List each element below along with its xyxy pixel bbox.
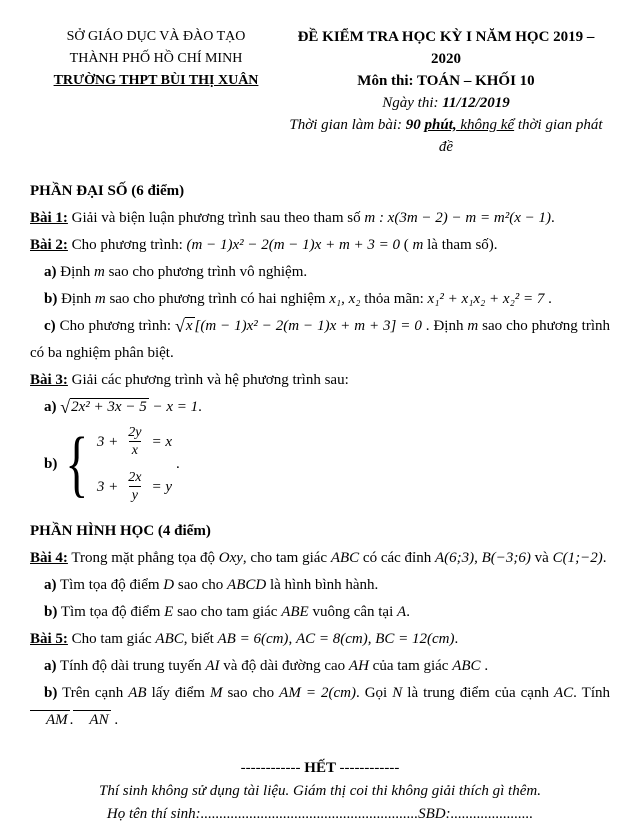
problem-5 bbox=[30, 626, 610, 653]
duration-unit: phút, bbox=[424, 117, 457, 133]
math-variable: m bbox=[412, 237, 424, 253]
item-label: a) bbox=[44, 264, 57, 280]
math-variable: D bbox=[163, 577, 175, 593]
problem-label: Bài 4: bbox=[30, 550, 68, 566]
text-segment: thỏa mãn: bbox=[360, 291, 428, 307]
item-label: b) bbox=[44, 685, 58, 701]
fraction bbox=[125, 424, 144, 459]
equation-row bbox=[97, 424, 172, 459]
math-variable: AI bbox=[205, 658, 220, 674]
problem-5b bbox=[30, 680, 610, 734]
algebra-section-heading: PHẦN ĐẠI SỐ (6 điểm) bbox=[30, 183, 185, 199]
exam-rules-note: Thí sinh không sử dụng tài liệu. Giám thị coi thi không giải thích gì thêm. bbox=[99, 783, 541, 799]
divider-dashes: ------------ bbox=[240, 760, 301, 776]
text-segment: không kể bbox=[456, 117, 515, 133]
problem-3b bbox=[30, 424, 610, 504]
text-segment: vuông cân tại bbox=[308, 604, 398, 620]
text-segment: sao cho bbox=[174, 577, 228, 593]
issuer-line-2: THÀNH PHỐ HỒ CHÍ MINH bbox=[69, 51, 243, 66]
duration-value: 90 bbox=[405, 117, 425, 133]
text-segment: . bbox=[544, 291, 552, 307]
geometry-section-heading: PHẦN HÌNH HỌC (4 điểm) bbox=[30, 523, 211, 539]
equation-row bbox=[97, 469, 172, 504]
end-divider bbox=[30, 756, 610, 780]
math-variable: ABC bbox=[452, 658, 481, 674]
candidate-line bbox=[30, 803, 610, 826]
math-variable: AH bbox=[348, 658, 369, 674]
math-variable: m bbox=[94, 264, 105, 280]
text-segment: Định bbox=[56, 264, 94, 280]
date-label: Ngày thi: bbox=[382, 95, 443, 111]
radicand: x bbox=[185, 318, 193, 334]
text-segment: . bbox=[454, 631, 459, 647]
dot-leader: .......................................................... bbox=[200, 806, 419, 822]
text-segment: Cho phương trình: bbox=[67, 237, 187, 253]
text-segment: , bbox=[288, 631, 296, 647]
text-segment: , bbox=[474, 550, 482, 566]
math-variable: M bbox=[209, 685, 223, 701]
duration-line bbox=[282, 114, 610, 158]
text-segment: sao cho phương trình có hai nghiệm bbox=[105, 291, 330, 307]
sbd-label: SBD: bbox=[418, 806, 451, 822]
vector-term: AN bbox=[73, 710, 110, 728]
math-variable: A bbox=[397, 604, 407, 620]
math-expression: 3 + bbox=[96, 433, 119, 450]
math-variable: N bbox=[392, 685, 403, 701]
text-segment: Giải các phương trình và hệ phương trình sau: bbox=[67, 372, 349, 388]
candidate-name-label: Họ tên thí sinh: bbox=[106, 806, 201, 822]
dot-leader: ...................... bbox=[450, 806, 534, 822]
equation-system bbox=[97, 424, 172, 504]
math-expression: AC = 8(cm) bbox=[295, 631, 368, 647]
radical-sign: √ bbox=[174, 316, 185, 336]
text-segment: Trên cạnh bbox=[57, 685, 129, 701]
problem-2 bbox=[30, 232, 610, 259]
date-line bbox=[282, 92, 610, 114]
problem-4b bbox=[30, 599, 610, 626]
numerator: 2y bbox=[128, 425, 142, 440]
math-variable: E bbox=[164, 604, 174, 620]
exam-title: ĐỀ KIỂM TRA HỌC KỲ I NĂM HỌC 2019 – 2020 bbox=[297, 29, 595, 67]
item-label: a) bbox=[44, 658, 57, 674]
math-variable: ABC bbox=[155, 631, 184, 647]
text-segment: . Tính bbox=[573, 685, 610, 701]
math-expression: = y bbox=[151, 478, 172, 495]
text-segment: , bbox=[341, 291, 349, 307]
math-expression: B(−3;6) bbox=[481, 550, 531, 566]
text-segment: . bbox=[198, 399, 202, 415]
item-label: a) bbox=[44, 577, 57, 593]
exam-header bbox=[30, 26, 610, 158]
text-segment: sao cho bbox=[222, 685, 280, 701]
text-segment: Định bbox=[57, 291, 95, 307]
text-segment: Thời gian làm bài: bbox=[289, 117, 406, 133]
text-segment: . Gọi bbox=[355, 685, 393, 701]
radicand: 2x² + 3x − 5 bbox=[71, 399, 147, 415]
item-label: b) bbox=[44, 455, 58, 472]
math-variable: m bbox=[94, 291, 106, 307]
text-segment: ( bbox=[400, 237, 413, 253]
math-expression: AM = 2(cm) bbox=[279, 685, 356, 701]
math-variable: Oxy bbox=[218, 550, 243, 566]
math-expression: − x = 1 bbox=[148, 399, 199, 415]
text-segment: . bbox=[550, 210, 555, 226]
problem-4 bbox=[30, 545, 610, 572]
text-segment: sao cho phương trình vô nghiệm. bbox=[104, 264, 308, 280]
math-expression: BC = 12(cm) bbox=[375, 631, 455, 647]
text-segment: Tính độ dài trung tuyến bbox=[56, 658, 206, 674]
text-segment: và độ dài đường cao bbox=[219, 658, 349, 674]
text-segment: có các đỉnh bbox=[359, 550, 435, 566]
text-segment: Giải và biện luận phương trình sau theo tham số bbox=[67, 210, 365, 226]
math-variable: x₂ bbox=[348, 291, 361, 307]
math-variable: m bbox=[467, 318, 479, 334]
system-brace: { bbox=[65, 422, 89, 505]
text-segment: . bbox=[480, 658, 489, 674]
math-expression: 3 + bbox=[96, 478, 119, 495]
text-segment: . bbox=[176, 455, 180, 472]
problem-2c bbox=[30, 313, 610, 367]
problem-3a bbox=[30, 394, 610, 421]
divider-dashes: ------------ bbox=[339, 760, 400, 776]
subject-line: Môn thi: TOÁN – KHỐI 10 bbox=[357, 73, 535, 89]
problem-1 bbox=[30, 205, 610, 232]
problem-label: Bài 1: bbox=[30, 210, 68, 226]
end-label: HẾT bbox=[300, 760, 340, 776]
item-label: c) bbox=[44, 318, 56, 334]
issuer-block bbox=[30, 26, 282, 158]
radical-sign: √ bbox=[60, 397, 71, 417]
text-segment: sao cho tam giác bbox=[173, 604, 282, 620]
vector-term: AM bbox=[30, 710, 70, 728]
text-segment: thời gian phát đề bbox=[438, 117, 603, 155]
problem-5a bbox=[30, 653, 610, 680]
math-expression: C(1;−2) bbox=[552, 550, 603, 566]
text-segment: Cho tam giác bbox=[67, 631, 156, 647]
item-label: b) bbox=[44, 291, 58, 307]
math-variable: AC bbox=[554, 685, 574, 701]
text-segment: sao cho phương trình có ba nghiệm phân biệt. bbox=[30, 318, 610, 361]
text-segment: là hình bình hành. bbox=[266, 577, 379, 593]
text-segment: . bbox=[110, 712, 119, 728]
math-variable: ABCD bbox=[227, 577, 267, 593]
item-label: a) bbox=[44, 399, 57, 415]
text-segment: và bbox=[530, 550, 553, 566]
text-segment: là trung điểm của cạnh bbox=[402, 685, 554, 701]
math-expression: AB = 6(cm) bbox=[217, 631, 289, 647]
denominator: y bbox=[129, 486, 141, 504]
exam-info-block bbox=[282, 26, 610, 158]
problem-label: Bài 5: bbox=[30, 631, 68, 647]
denominator: x bbox=[129, 441, 141, 459]
problem-label: Bài 3: bbox=[30, 372, 68, 388]
text-segment: Cho phương trình: bbox=[55, 318, 175, 334]
school-name: TRƯỜNG THPT BÙI THỊ XUÂN bbox=[53, 73, 259, 88]
text-segment: , bbox=[367, 631, 376, 647]
math-variable: ABE bbox=[281, 604, 309, 620]
text-segment: . bbox=[406, 604, 410, 620]
text-segment: , cho tam giác bbox=[242, 550, 331, 566]
math-expression: = x bbox=[151, 433, 172, 450]
text-segment: lấy điểm bbox=[146, 685, 210, 701]
text-segment: là tham số). bbox=[423, 237, 498, 253]
math-expression: m : x(3m − 2) − m = m²(x − 1) bbox=[364, 210, 551, 226]
math-expression: x₁² + x₁x₂ + x₂² = 7 bbox=[427, 291, 545, 307]
problem-4a bbox=[30, 572, 610, 599]
text-segment: Trong mặt phẳng tọa độ bbox=[67, 550, 219, 566]
math-expression: (m − 1)x² − 2(m − 1)x + m + 3 = 0 bbox=[186, 237, 401, 253]
math-variable: ABC bbox=[330, 550, 360, 566]
problem-2a bbox=[30, 259, 610, 286]
numerator: 2x bbox=[128, 470, 142, 485]
fraction bbox=[125, 469, 144, 504]
text-segment: Tìm tọa độ điểm bbox=[56, 577, 164, 593]
math-variable: AB bbox=[128, 685, 147, 701]
item-label: b) bbox=[44, 604, 58, 620]
text-segment: . Định bbox=[421, 318, 468, 334]
text-segment: , biết bbox=[183, 631, 218, 647]
problem-3 bbox=[30, 367, 610, 394]
issuer-line-1: SỞ GIÁO DỤC VÀ ĐÀO TẠO bbox=[66, 29, 246, 44]
problem-2b bbox=[30, 286, 610, 313]
math-expression: A(6;3) bbox=[434, 550, 475, 566]
text-segment: . bbox=[602, 550, 607, 566]
problem-label: Bài 2: bbox=[30, 237, 68, 253]
text-segment: . bbox=[69, 712, 74, 728]
text-segment: Tìm tọa độ điểm bbox=[57, 604, 165, 620]
date-value: 11/12/2019 bbox=[442, 95, 510, 111]
math-expression: [(m − 1)x² − 2(m − 1)x + m + 3] = 0 bbox=[194, 318, 422, 334]
text-segment: của tam giác bbox=[368, 658, 453, 674]
math-variable: x₁ bbox=[329, 291, 342, 307]
